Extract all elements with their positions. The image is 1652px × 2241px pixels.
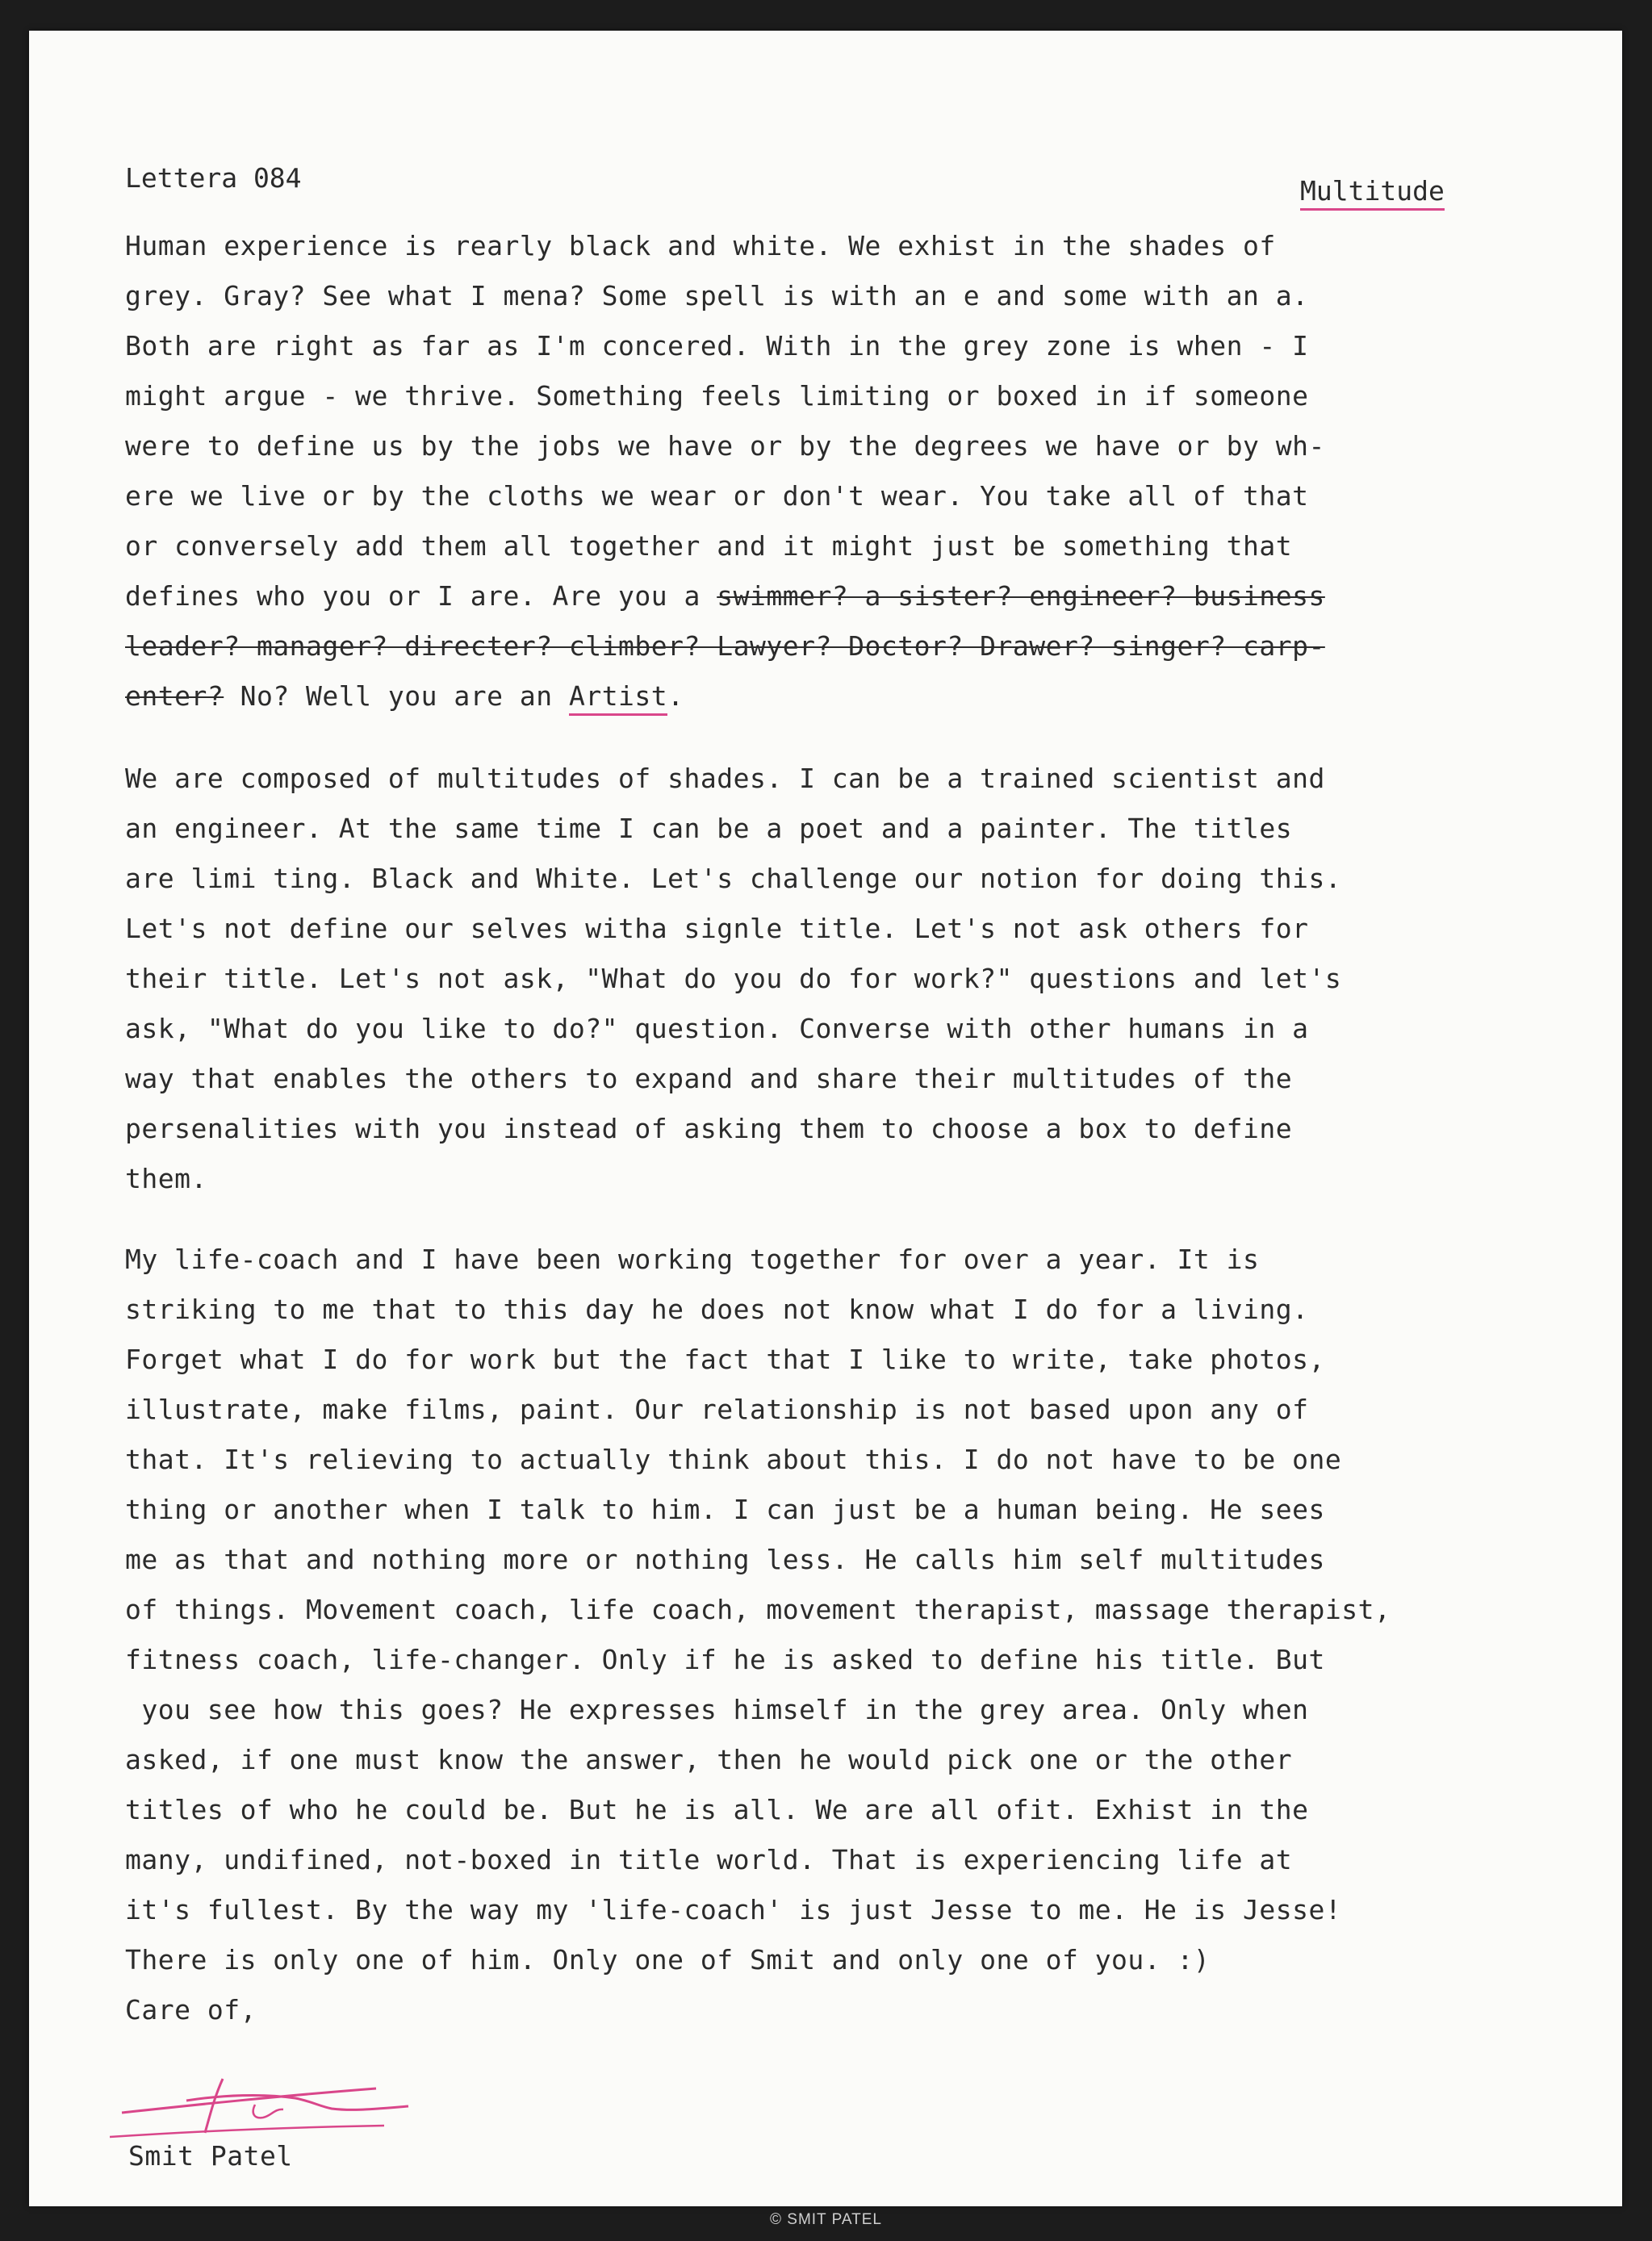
p2-line-2: an engineer. At the same time I can be a poet and a painter. The titles bbox=[125, 813, 1293, 844]
p3-line-15: There is only one of him. Only one of Smit and only one of you. :) bbox=[125, 1944, 1211, 1976]
p3-line-9: fitness coach, life-changer. Only if he is asked to define his title. But bbox=[125, 1644, 1325, 1675]
p1-line-1: Human experience is rearly black and white. We exhist in the shades of bbox=[125, 230, 1276, 261]
struck-titles-a: swimmer? a sister? engineer? business bbox=[717, 580, 1325, 612]
p1-line-6: ere we live or by the cloths we wear or don't wear. You take all of that bbox=[125, 480, 1309, 512]
p3-line-13: many, undifined, not-boxed in title world. That is experiencing life at bbox=[125, 1844, 1293, 1875]
letter-title bbox=[1300, 175, 1445, 207]
p2-line-4: Let's not define our selves witha signle title. Let's not ask others for bbox=[125, 913, 1309, 944]
p2-line-6: ask, "What do you like to do?" question. Converse with other humans in a bbox=[125, 1013, 1309, 1044]
p2-line-8: persenalities with you instead of asking them to choose a box to define bbox=[125, 1113, 1293, 1144]
p3-line-6: thing or another when I talk to him. I can just be a human being. He sees bbox=[125, 1494, 1325, 1525]
p2-line-3: are limi ting. Black and White. Let's challenge our notion for doing this. bbox=[125, 863, 1342, 894]
p1-line-2: grey. Gray? See what I mena? Some spell is with an e and some with an a. bbox=[125, 280, 1309, 311]
p3-line-3: Forget what I do for work but the fact that I like to write, take photos, bbox=[125, 1344, 1325, 1375]
p3-line-1: My life-coach and I have been working together for over a year. It is bbox=[125, 1244, 1260, 1275]
p2-line-5: their title. Let's not ask, "What do you do for work?" questions and let's bbox=[125, 963, 1342, 994]
p3-line-8: of things. Movement coach, life coach, movement therapist, massage therapist, bbox=[125, 1594, 1391, 1625]
p1-line-4: might argue - we thrive. Something feels limiting or boxed in if someone bbox=[125, 380, 1309, 412]
p3-line-11: asked, if one must know the answer, then he would pick one or the other bbox=[125, 1744, 1293, 1775]
p2-line-1: We are composed of multitudes of shades. I can be a trained scientist and bbox=[125, 763, 1325, 794]
p3-line-5: that. It's relieving to actually think about this. I do not have to be one bbox=[125, 1444, 1342, 1475]
p2-line-7: way that enables the others to expand and share their multitudes of the bbox=[125, 1063, 1293, 1094]
letter-title-text: Multitude bbox=[1300, 175, 1445, 211]
p1-line-10 bbox=[125, 680, 684, 712]
struck-carpenter: enter? bbox=[125, 680, 224, 712]
p1-line-7: or conversely add them all together and it might just be something that bbox=[125, 530, 1293, 562]
p3-line-4: illustrate, make films, paint. Our relationship is not based upon any of bbox=[125, 1394, 1309, 1425]
p1-line-8-text: defines who you or I are. Are you a bbox=[125, 580, 717, 612]
p1-line-10-text: No? Well you are an bbox=[224, 680, 569, 712]
p1-line-8 bbox=[125, 580, 1325, 612]
p1-line-3: Both are right as far as I'm concered. With in the grey zone is when - I bbox=[125, 330, 1309, 362]
p3-line-12: titles of who he could be. But he is all. We are all ofit. Exhist in the bbox=[125, 1794, 1309, 1825]
artist-period: . bbox=[667, 680, 684, 712]
p1-line-5: were to define us by the jobs we have or by the degrees we have or by wh- bbox=[125, 430, 1325, 462]
p3-line-7: me as that and nothing more or nothing less. He calls him self multitudes bbox=[125, 1544, 1325, 1575]
letter-number: Lettera 084 bbox=[125, 162, 302, 194]
letter-page bbox=[29, 31, 1622, 2206]
signature-name: Smit Patel bbox=[128, 2140, 293, 2172]
p2-line-9: them. bbox=[125, 1163, 207, 1194]
p1-line-9-struck: leader? manager? directer? climber? Lawyer? Doctor? Drawer? singer? carp- bbox=[125, 630, 1325, 662]
p3-line-2: striking to me that to this day he does not know what I do for a living. bbox=[125, 1294, 1309, 1325]
artist-word: Artist bbox=[569, 680, 667, 716]
p3-line-10: you see how this goes? He expresses himself in the grey area. Only when bbox=[125, 1694, 1309, 1725]
closing: Care of, bbox=[125, 1994, 257, 2026]
p3-line-14: it's fullest. By the way my 'life-coach' is just Jesse to me. He is Jesse! bbox=[125, 1894, 1342, 1925]
copyright-footer: © SMIT PATEL bbox=[770, 2211, 882, 2228]
